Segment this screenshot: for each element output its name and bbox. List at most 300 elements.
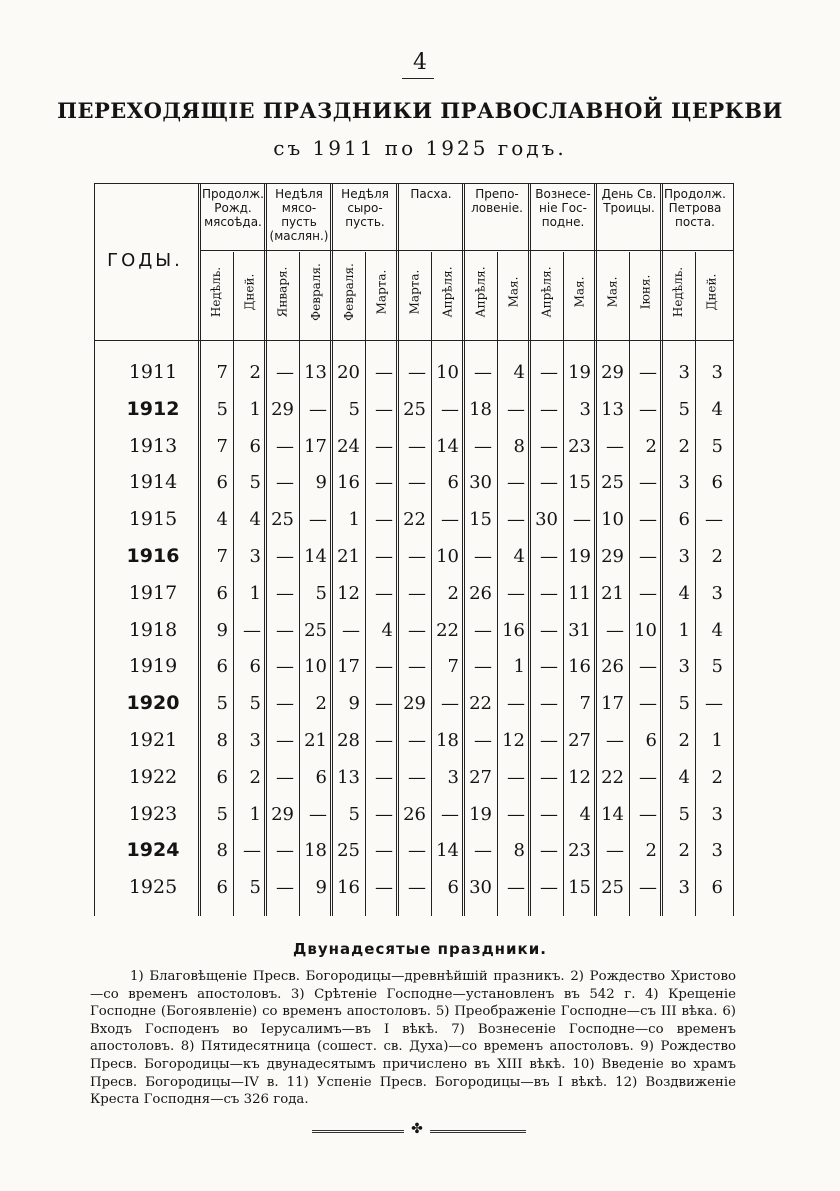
table-cell: —: [540, 803, 558, 825]
table-cell: 8: [216, 730, 228, 751]
column-subheader-label: Недѣль.: [671, 266, 686, 318]
table-cell: —: [507, 693, 525, 715]
table-cell: 29: [271, 398, 294, 420]
table-cell: 10: [436, 362, 459, 383]
table-cell: 25: [304, 619, 327, 641]
table-cell: —: [540, 730, 558, 751]
table-cell: 28: [337, 730, 360, 751]
page-number: 4: [413, 50, 427, 75]
table-cell: 17: [304, 435, 327, 457]
table-cell: 4: [711, 398, 723, 420]
column-subheader: [596, 252, 629, 332]
table-cell: 6: [711, 472, 723, 494]
column-subheader-label: Апрѣля.: [473, 266, 488, 318]
table-cell: —: [276, 840, 294, 862]
table-cell: —: [639, 877, 657, 899]
table-cell: —: [540, 877, 558, 899]
table-cell: 3: [249, 730, 261, 751]
table-cell: 14: [436, 840, 459, 862]
table-cell: —: [441, 398, 459, 420]
table-cell: 4: [678, 766, 690, 788]
table-cell: 25: [403, 398, 426, 420]
table-cell: 3: [711, 362, 723, 383]
table-cell: —: [375, 693, 393, 715]
table-cell: 9: [216, 619, 228, 641]
table-cell: 7: [216, 435, 228, 457]
table-cell: 10: [601, 509, 624, 531]
table-cell: 6: [216, 656, 228, 678]
table-cell: —: [639, 472, 657, 494]
table-cell: 18: [469, 398, 492, 420]
table-cell: 7: [216, 362, 228, 383]
table-cell: 29: [403, 693, 426, 715]
table-cell: 5: [678, 803, 690, 825]
table-cell: 4: [678, 582, 690, 604]
table-cell: 4: [513, 362, 525, 383]
table-cell: 31: [568, 619, 591, 641]
table-cell: 22: [601, 766, 624, 788]
table-cell: 6: [216, 582, 228, 604]
table-cell: 13: [304, 362, 327, 383]
table-cell: —: [705, 509, 723, 531]
column-subheader-label: Апрѣля.: [440, 266, 455, 318]
table-cell: 21: [304, 730, 327, 751]
table-cell: —: [276, 877, 294, 899]
table-cell: —: [309, 398, 327, 420]
table-cell: —: [507, 472, 525, 494]
table-cell: 6: [216, 766, 228, 788]
table-cell: 14: [601, 803, 624, 825]
table-cell: 16: [502, 619, 525, 641]
table-cell: —: [243, 840, 261, 862]
table-cell: —: [375, 435, 393, 457]
table-cell: 22: [469, 693, 492, 715]
table-cell: —: [375, 362, 393, 383]
table-cell: 4: [381, 619, 393, 641]
table-cell: 16: [568, 656, 591, 678]
table-cell: —: [639, 656, 657, 678]
table-cell: —: [606, 435, 624, 457]
table-cell: 1: [249, 582, 261, 604]
table-cell: 17: [601, 693, 624, 715]
table-cell: 5: [249, 877, 261, 899]
table-cell: 19: [568, 362, 591, 383]
column-subheader: [695, 252, 728, 332]
table-cell: 12: [502, 730, 525, 751]
table-cell: 22: [403, 509, 426, 531]
column-subheader-label: Февраля.: [341, 263, 356, 321]
column-subheader-label: Февраля.: [308, 263, 323, 321]
table-cell: 10: [634, 619, 657, 641]
column-subheader: [497, 252, 530, 332]
ornament-rule-left: [312, 1130, 404, 1133]
table-cell: 2: [645, 840, 657, 862]
year-label: 1913: [128, 434, 178, 457]
table-cell: 5: [348, 398, 360, 420]
table-cell: —: [375, 582, 393, 604]
column-subheader: [398, 252, 431, 332]
table-cell: —: [606, 730, 624, 751]
table-cell: —: [408, 730, 426, 751]
group-header: Продолж. Петрова поста.: [664, 187, 726, 229]
table-cell: —: [408, 362, 426, 383]
table-cell: 26: [403, 803, 426, 825]
table-cell: —: [375, 877, 393, 899]
ornament-icon: ✤: [411, 1121, 423, 1137]
column-subheader: [266, 252, 299, 332]
table-cell: —: [408, 619, 426, 641]
table-cell: 6: [216, 472, 228, 494]
table-cell: 3: [678, 656, 690, 678]
table-cell: 1: [513, 656, 525, 678]
table-cell: —: [540, 766, 558, 788]
table-cell: 2: [249, 362, 261, 383]
table-cell: —: [375, 803, 393, 825]
table-cell: —: [474, 619, 492, 641]
table-cell: 16: [337, 472, 360, 494]
table-cell: 7: [447, 656, 459, 678]
table-cell: —: [540, 582, 558, 604]
table-cell: —: [507, 582, 525, 604]
column-subheader-label: Мая.: [605, 276, 620, 308]
table-cell: —: [639, 546, 657, 567]
column-subheader: [431, 252, 464, 332]
table-cell: 9: [315, 877, 327, 899]
group-header: Препо- ловеніе.: [471, 187, 523, 215]
table-cell: —: [276, 766, 294, 788]
year-label: 1922: [128, 765, 178, 788]
column-subheader: [299, 252, 332, 332]
table-cell: —: [606, 619, 624, 641]
table-cell: 1: [249, 398, 261, 420]
table-cell: 2: [678, 435, 690, 457]
table-cell: 5: [711, 656, 723, 678]
table-cell: —: [540, 619, 558, 641]
table-cell: —: [441, 803, 459, 825]
table-cell: —: [375, 656, 393, 678]
column-subheader: [629, 252, 662, 332]
table-cell: 9: [315, 472, 327, 494]
table-cell: 2: [249, 766, 261, 788]
table-cell: 16: [337, 877, 360, 899]
table-cell: 8: [513, 840, 525, 862]
table-cell: 5: [216, 803, 228, 825]
column-subheader: [464, 252, 497, 332]
table-cell: 10: [436, 546, 459, 567]
year-label: 1914: [128, 471, 178, 494]
table-cell: —: [540, 693, 558, 715]
group-header: Вознесе- ніе Гос- подне.: [535, 187, 591, 229]
table-cell: 25: [337, 840, 360, 862]
table-cell: 2: [711, 766, 723, 788]
table-cell: —: [408, 656, 426, 678]
column-subheader-label: Марта.: [407, 269, 422, 315]
column-subheader-label: Апрѣля.: [539, 266, 554, 318]
table-cell: 9: [348, 693, 360, 715]
table-cell: —: [639, 362, 657, 383]
table-cell: —: [540, 840, 558, 862]
table-cell: 4: [711, 619, 723, 641]
table-cell: 6: [216, 877, 228, 899]
table-cell: —: [639, 509, 657, 531]
group-header: Продолж. Рожд. мясоѣда.: [202, 187, 264, 229]
table-cell: —: [540, 656, 558, 678]
table-cell: 12: [568, 766, 591, 788]
table-cell: —: [540, 362, 558, 383]
ornament-rule-right: [430, 1130, 526, 1133]
table-cell: —: [606, 840, 624, 862]
table-cell: —: [408, 472, 426, 494]
table-cell: —: [375, 472, 393, 494]
table-cell: —: [408, 840, 426, 862]
table-cell: —: [309, 509, 327, 531]
table-cell: —: [375, 509, 393, 531]
table-right-border: [733, 183, 734, 916]
table-cell: 13: [601, 398, 624, 420]
column-subheader-label: Мая.: [572, 276, 587, 308]
table-cell: 1: [711, 730, 723, 751]
section-title: Двунадесятые праздники.: [293, 940, 547, 958]
table-cell: 23: [568, 435, 591, 457]
table-cell: 11: [568, 582, 591, 604]
years-header: ГОДЫ.: [107, 250, 183, 271]
table-cell: 5: [216, 693, 228, 715]
year-label: 1917: [128, 581, 178, 604]
table-cell: 14: [436, 435, 459, 457]
table-cell: —: [375, 398, 393, 420]
column-subheader: [332, 252, 365, 332]
table-group-rule: [200, 250, 734, 251]
table-cell: 10: [304, 656, 327, 678]
table-left-border: [94, 183, 95, 916]
column-subheader-label: Недѣль.: [209, 266, 224, 318]
table-cell: —: [408, 546, 426, 567]
column-subheader: [365, 252, 398, 332]
year-label: 1912: [126, 397, 180, 420]
table-cell: —: [540, 546, 558, 567]
table-cell: 2: [447, 582, 459, 604]
table-cell: —: [441, 509, 459, 531]
table-cell: 3: [678, 877, 690, 899]
table-cell: 3: [678, 362, 690, 383]
table-cell: —: [474, 730, 492, 751]
table-cell: 15: [568, 472, 591, 494]
table-cell: 25: [601, 472, 624, 494]
table-cell: 5: [711, 435, 723, 457]
page-title: ПЕРЕХОДЯЩІЕ ПРАЗДНИКИ ПРАВОСЛАВНОЙ ЦЕРКВИ: [57, 98, 783, 123]
table-cell: —: [276, 435, 294, 457]
table-cell: 19: [469, 803, 492, 825]
table-cell: —: [507, 877, 525, 899]
year-label: 1916: [126, 545, 180, 567]
table-cell: 7: [579, 693, 591, 715]
table-cell: 6: [249, 656, 261, 678]
column-subheader-label: Марта.: [374, 269, 389, 315]
table-cell: 6: [645, 730, 657, 751]
table-cell: —: [507, 766, 525, 788]
table-cell: 26: [601, 656, 624, 678]
table-cell: —: [276, 619, 294, 641]
table-cell: —: [639, 398, 657, 420]
table-cell: 3: [678, 546, 690, 567]
year-label: 1925: [128, 876, 178, 899]
table-cell: —: [243, 619, 261, 641]
table-cell: —: [474, 546, 492, 567]
table-cell: —: [540, 435, 558, 457]
column-subheader: [530, 252, 563, 332]
table-cell: 21: [601, 582, 624, 604]
table-cell: —: [375, 840, 393, 862]
table-cell: 4: [216, 509, 228, 531]
table-cell: 3: [711, 840, 723, 862]
table-cell: —: [276, 546, 294, 567]
table-cell: —: [408, 877, 426, 899]
table-cell: —: [540, 398, 558, 420]
group-header: Недѣля мясо- пусть (маслян.): [269, 187, 329, 243]
table-cell: —: [375, 546, 393, 567]
table-cell: —: [375, 766, 393, 788]
column-subheader: [662, 252, 695, 332]
table-cell: 29: [271, 803, 294, 825]
table-cell: 6: [447, 877, 459, 899]
table-cell: 5: [216, 398, 228, 420]
table-cell: 2: [678, 730, 690, 751]
table-cell: 2: [315, 693, 327, 715]
table-cell: 26: [469, 582, 492, 604]
table-cell: 8: [216, 840, 228, 862]
column-subheader-label: Дней.: [242, 273, 257, 311]
table-cell: 27: [469, 766, 492, 788]
table-cell: 21: [337, 546, 360, 567]
table-cell: —: [573, 509, 591, 531]
table-cell: 15: [469, 509, 492, 531]
table-cell: 14: [304, 546, 327, 567]
year-label: 1924: [126, 839, 180, 862]
table-cell: —: [276, 693, 294, 715]
table-cell: —: [375, 730, 393, 751]
table-cell: —: [276, 472, 294, 494]
column-subheader-label: Января.: [275, 266, 290, 318]
table-cell: 6: [447, 472, 459, 494]
table-cell: 24: [337, 435, 360, 457]
table-cell: 6: [678, 509, 690, 531]
column-subheader-label: Мая.: [506, 276, 521, 308]
table-cell: 3: [249, 546, 261, 567]
table-cell: 30: [469, 472, 492, 494]
table-cell: 30: [469, 877, 492, 899]
year-label: 1921: [128, 729, 178, 751]
table-cell: 1: [249, 803, 261, 825]
table-cell: 3: [711, 582, 723, 604]
table-cell: 27: [568, 730, 591, 751]
table-cell: 6: [315, 766, 327, 788]
column-subheader: [200, 252, 233, 332]
year-label: 1911: [128, 361, 178, 383]
table-top-rule: [94, 183, 734, 184]
table-cell: —: [342, 619, 360, 641]
table-cell: 12: [337, 582, 360, 604]
table-cell: —: [639, 803, 657, 825]
table-cell: —: [705, 693, 723, 715]
table-cell: —: [474, 656, 492, 678]
table-cell: 3: [678, 472, 690, 494]
column-subheader-label: Дней.: [704, 273, 719, 311]
table-cell: 13: [337, 766, 360, 788]
table-cell: 6: [249, 435, 261, 457]
table-cell: 5: [249, 472, 261, 494]
table-cell: —: [474, 435, 492, 457]
table-cell: —: [639, 766, 657, 788]
table-cell: 15: [568, 877, 591, 899]
table-cell: 5: [678, 693, 690, 715]
table-cell: —: [441, 693, 459, 715]
table-cell: 22: [436, 619, 459, 641]
table-cell: 3: [447, 766, 459, 788]
table-header-rule: [94, 340, 734, 341]
table-cell: 4: [249, 509, 261, 531]
table-cell: 7: [216, 546, 228, 567]
table-cell: 25: [601, 877, 624, 899]
year-label: 1919: [128, 655, 178, 678]
table-cell: —: [639, 693, 657, 715]
table-cell: 20: [337, 362, 360, 383]
table-cell: —: [276, 582, 294, 604]
table-cell: 2: [678, 840, 690, 862]
table-cell: 29: [601, 362, 624, 383]
table-cell: —: [507, 398, 525, 420]
table-cell: 29: [601, 546, 624, 567]
table-cell: 3: [711, 803, 723, 825]
table-cell: —: [540, 472, 558, 494]
table-cell: —: [309, 803, 327, 825]
table-cell: 5: [678, 398, 690, 420]
year-label: 1915: [128, 508, 178, 531]
group-header: День Св. Троицы.: [601, 187, 657, 215]
table-cell: —: [408, 582, 426, 604]
year-label: 1918: [128, 618, 178, 641]
table-cell: —: [474, 362, 492, 383]
table-cell: 1: [678, 619, 690, 641]
table-cell: 19: [568, 546, 591, 567]
table-cell: 17: [337, 656, 360, 678]
table-cell: —: [276, 362, 294, 383]
table-cell: —: [276, 656, 294, 678]
table-cell: —: [474, 840, 492, 862]
table-cell: 4: [513, 546, 525, 567]
table-cell: —: [408, 766, 426, 788]
table-cell: 18: [436, 730, 459, 751]
table-cell: 5: [249, 693, 261, 715]
column-subheader: [563, 252, 596, 332]
column-subheader-label: Іюня.: [638, 274, 653, 310]
table-cell: —: [639, 582, 657, 604]
page-number-rule: [402, 78, 434, 79]
table-cell: —: [276, 730, 294, 751]
table-cell: 18: [304, 840, 327, 862]
page-subtitle: съ 1911 по 1925 годъ.: [273, 136, 567, 160]
table-cell: 3: [579, 398, 591, 420]
table-cell: 8: [513, 435, 525, 457]
table-cell: —: [507, 803, 525, 825]
group-header: Пасха.: [410, 187, 452, 201]
notes-paragraph: 1) Благовѣщеніе Пресв. Богородицы—древнѣйшій празникъ. 2) Рождество Христово—со временъ апостоловъ. 3) Срѣтеніе Господне—установленъ въ 542 г. 4) Крещеніе Господне (Богоявленіе) со временъ апостоловъ. 5) Преображеніе Господне—съ III вѣка. 6) Входъ Господенъ во Іерусалимъ—въ I вѣкѣ. 7) Вознесеніе Господне—со временъ апостоловъ. 8) Пятидесятница (сошест. св. Духа)—со временъ апостоловъ. 9) Рождество Пресв. Богородицы—къ двунадесятымъ причислено въ XIII вѣкѣ. 10) Введеніе во храмъ Пресв. Богородицы—IV в. 11) Успеніе Пресв. Богородицы—въ I вѣкѣ. 12) Воздвиженіе Креста Господня—съ 326 года.: [90, 969, 736, 1108]
year-label: 1923: [128, 802, 178, 825]
table-cell: 1: [348, 509, 360, 531]
year-label: 1920: [126, 692, 180, 715]
table-cell: 5: [315, 582, 327, 604]
table-cell: 4: [579, 803, 591, 825]
column-subheader: [233, 252, 266, 332]
